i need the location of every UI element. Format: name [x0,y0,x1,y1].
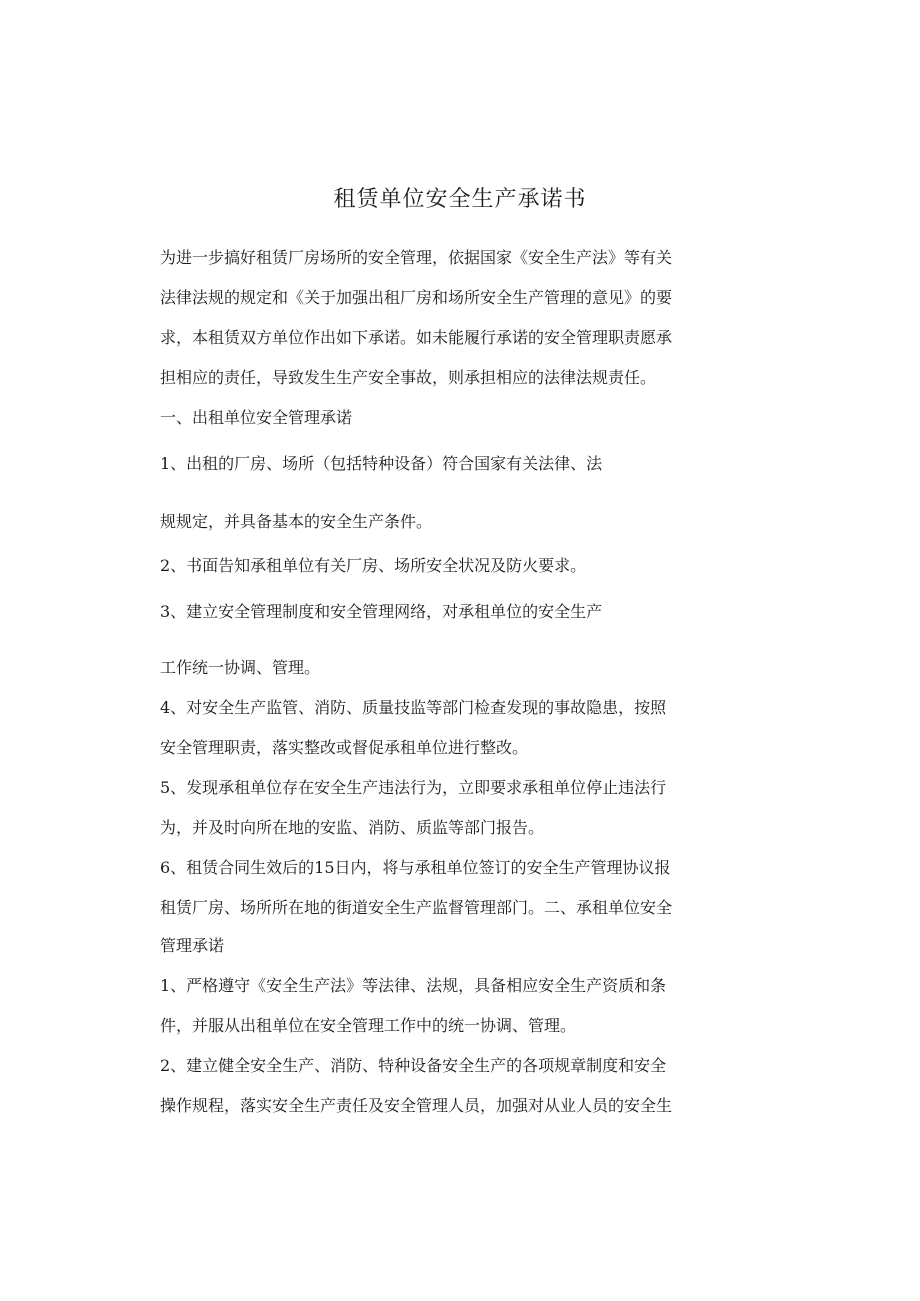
list-item-continuation: 操作规程，落实安全生产责任及安全管理人员，加强对从业人员的安全生 [160,1096,673,1115]
list-item-continuation: 规规定，并具备基本的安全生产条件。 [160,512,433,531]
section-heading: 一、出租单位安全管理承诺 [160,408,353,427]
list-item-continuation: 租赁厂房、场所所在地的街道安全生产监督管理部门。二、承租单位安全 [160,898,673,917]
list-item: 1、严格遵守《安全生产法》等法律、法规，具备相应安全生产资质和条 [160,976,667,995]
document-title: 租赁单位安全生产承诺书 [333,187,587,212]
list-item: 1、出租的厂房、场所（包括特种设备）符合国家有关法律、法 [160,454,603,473]
body-line: 担相应的责任，导致发生生产安全事故，则承担相应的法律法规责任。 [160,368,657,387]
list-item: 5、发现承租单位存在安全生产违法行为，立即要求承租单位停止违法行 [160,778,667,797]
list-item: 2、书面告知承租单位有关厂房、场所安全状况及防火要求。 [160,556,587,575]
body-line: 为进一步搞好租赁厂房场所的安全管理，依据国家《安全生产法》等有关 [160,248,673,267]
list-item: 2、建立健全安全生产、消防、特种设备安全生产的各项规章制度和安全 [160,1056,667,1075]
list-item-continuation: 安全管理职责，落实整改或督促承租单位进行整改。 [160,738,529,757]
body-line: 求，本租赁双方单位作出如下承诺。如未能履行承诺的安全管理职责愿承 [160,328,673,347]
list-item-continuation: 工作统一协调、管理。 [160,658,321,677]
list-item-continuation: 为，并及时向所在地的安监、消防、质监等部门报告。 [160,818,545,837]
list-item: 4、对安全生产监管、消防、质量技监等部门检查发现的事故隐患，按照 [160,698,667,717]
body-line: 法律法规的规定和《关于加强出租厂房和场所安全生产管理的意见》的要 [160,288,673,307]
list-item-continuation: 件，并服从出租单位在安全管理工作中的统一协调、管理。 [160,1016,577,1035]
section-heading-continuation: 管理承诺 [160,936,225,955]
list-item: 6、租赁合同生效后的15日内，将与承租单位签订的安全生产管理协议报 [160,858,671,877]
list-item: 3、建立安全管理制度和安全管理网络，对承租单位的安全生产 [160,602,603,621]
